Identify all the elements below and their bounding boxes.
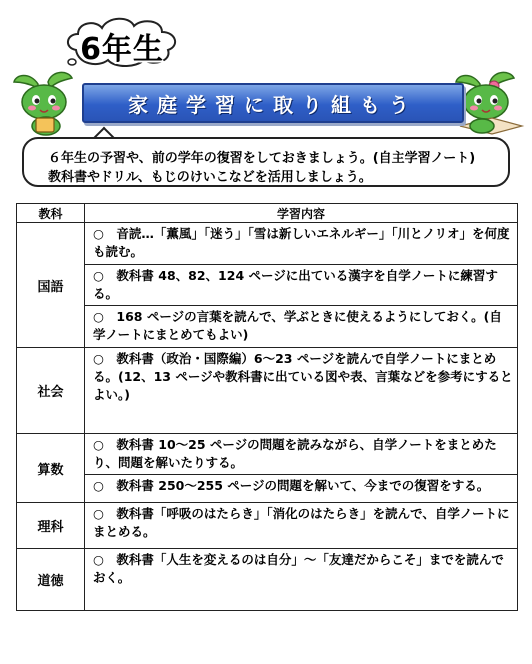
title-banner [82,83,464,123]
subject-cell: 社会 [17,348,85,434]
subject-cell: 国語 [17,223,85,348]
table-row [17,265,518,306]
study-item: ○ 教科書 250～255 ページの問題を解いて、今までの復習をする。 [85,475,518,503]
table-row [17,348,518,434]
table-row [17,306,518,348]
study-item: ○ 教科書「呼吸のはたらき」「消化のはたらき」を読んで、自学ノートにまとめる。 [85,503,518,549]
study-table [16,203,518,611]
subject-cell: 道徳 [17,549,85,611]
table-header-row [17,204,518,223]
study-item: ○ 教科書（政治・国際編）6～23 ページを読んで自学ノートにまとめる。(12、13 ページや教科書に出ている図や表、言葉などを参考にするとよい。) [85,348,518,434]
study-item: ○ 音読…「薫風」「迷う」「雪は新しいエネルギー」「川とノリオ」を何度も読む。 [85,223,518,265]
subject-cell: 算数 [17,434,85,503]
grade-cloud [62,14,182,68]
grade-label: 6年生 [80,32,164,67]
study-item: ○ 教科書 10～25 ページの問題を読みながら、自学ノートをまとめたり、問題を解いたりする。 [85,434,518,475]
intro-line: ６年生の予習や、前の学年の復習をしておきましょう。(自主学習ノート) [48,151,476,166]
table-row [17,223,518,265]
table-row [17,434,518,475]
study-item: ○ 教科書「人生を変えるのは自分」～「友達だからこそ」までを読んでおく。 [85,549,518,611]
study-item: ○ 168 ページの言葉を読んで、学ぶときに使えるようにしておく。(自学ノートにまとめてもよい) [85,306,518,348]
subject-cell: 理科 [17,503,85,549]
table-row [17,503,518,549]
banner-title: 家庭学習に取り組もう [128,92,418,117]
table-row [17,549,518,611]
intro-speech-box [22,137,510,187]
header-subject: 教科 [17,204,85,223]
intro-line: 教科書やドリル、もじのけいこなどを活用しましょう。 [48,170,372,185]
table-row [17,475,518,503]
mascot-icon [8,70,86,136]
study-item: ○ 教科書 48、82、124 ページに出ている漢字を自学ノートに練習する。 [85,265,518,306]
header-content: 学習内容 [85,204,518,223]
